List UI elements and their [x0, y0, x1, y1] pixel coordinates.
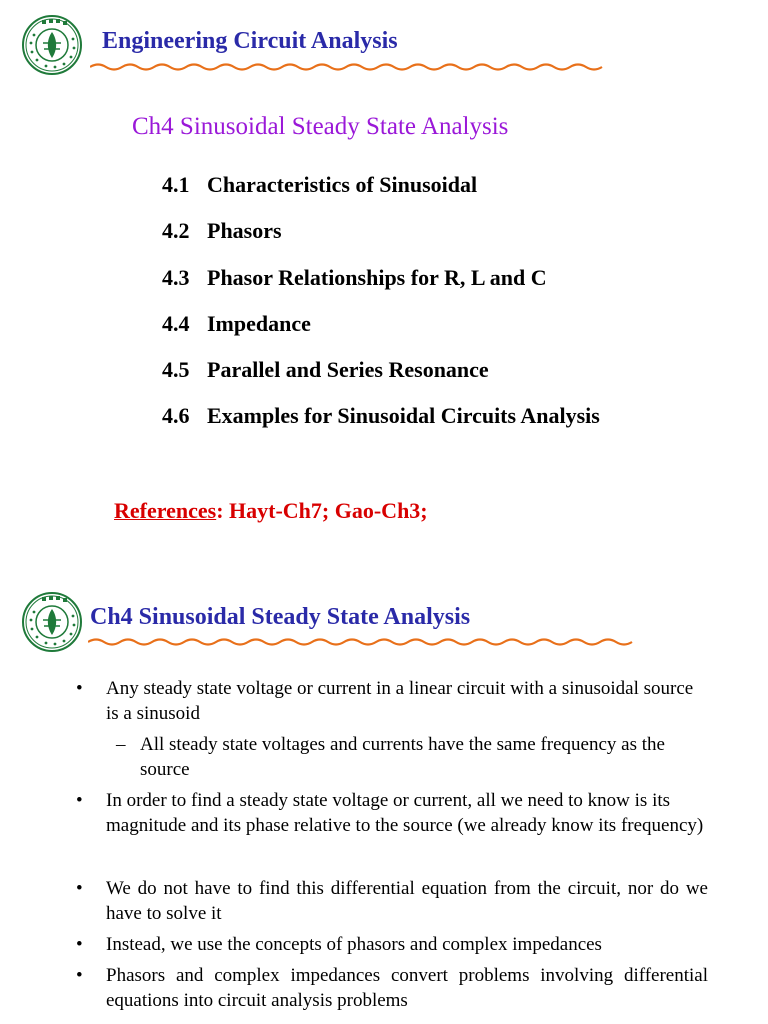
chapter-title: Ch4 Sinusoidal Steady State Analysis	[132, 113, 509, 140]
toc-number: 4.6	[162, 403, 190, 429]
university-seal-logo	[22, 592, 82, 652]
toc-item	[162, 216, 600, 262]
toc-label: Impedance	[207, 310, 311, 336]
header-wave-divider	[88, 637, 633, 647]
bullet-marker: •	[76, 934, 83, 955]
toc-item	[162, 309, 600, 355]
bullet-text: All steady state voltages and currents have the same frequency as the source	[140, 734, 665, 780]
toc-label: Phasors	[207, 218, 282, 244]
toc-item	[162, 355, 600, 401]
toc-number: 4.1	[162, 172, 190, 197]
references-text: : Hayt-Ch7; Gao-Ch3;	[216, 498, 428, 523]
toc-item	[162, 170, 600, 216]
header-wave-divider	[90, 62, 605, 72]
slide-2	[0, 570, 768, 1024]
university-seal-logo	[22, 15, 82, 75]
references-line	[114, 498, 428, 524]
toc-label: Examples for Sinusoidal Circuits Analysis	[207, 403, 600, 429]
bullet-marker: •	[76, 878, 83, 899]
header-title: Engineering Circuit Analysis	[102, 28, 398, 54]
references-label: References	[114, 498, 217, 523]
bullet-text: In order to find a steady state voltage or current, all we need to know is its magnitude and its phase relative to the source (we already know its frequency)	[106, 790, 704, 836]
toc-label: Phasor Relationships for R, L and C	[207, 264, 547, 290]
header-title: Ch4 Sinusoidal Steady State Analysis	[90, 604, 471, 630]
table-of-contents	[162, 170, 600, 448]
bullet-text: Instead, we use the concepts of phasors and complex impedances	[106, 934, 602, 955]
toc-item	[162, 263, 600, 309]
toc-label: Characteristics of Sinusoidal	[207, 172, 478, 197]
sub-bullet-marker: –	[116, 734, 126, 755]
bullet-marker: •	[76, 790, 83, 811]
toc-number: 4.2	[162, 218, 190, 244]
toc-label: Parallel and Series Resonance	[207, 357, 489, 383]
bullet-text: Phasors and complex impedances convert problems involving differential equations into circuit analysis problems	[106, 965, 708, 1011]
bullet-text: Any steady state voltage or current in a linear circuit with a sinusoidal source is a sinusoid	[106, 678, 694, 724]
toc-number: 4.4	[162, 310, 190, 336]
toc-number: 4.3	[162, 264, 190, 290]
toc-item	[162, 401, 600, 447]
bullet-text: We do not have to find this differential equation from the circuit, nor do we have to solve it	[106, 878, 708, 924]
bullet-marker: •	[76, 678, 83, 699]
toc-number: 4.5	[162, 357, 190, 383]
bullet-marker: •	[76, 965, 83, 986]
